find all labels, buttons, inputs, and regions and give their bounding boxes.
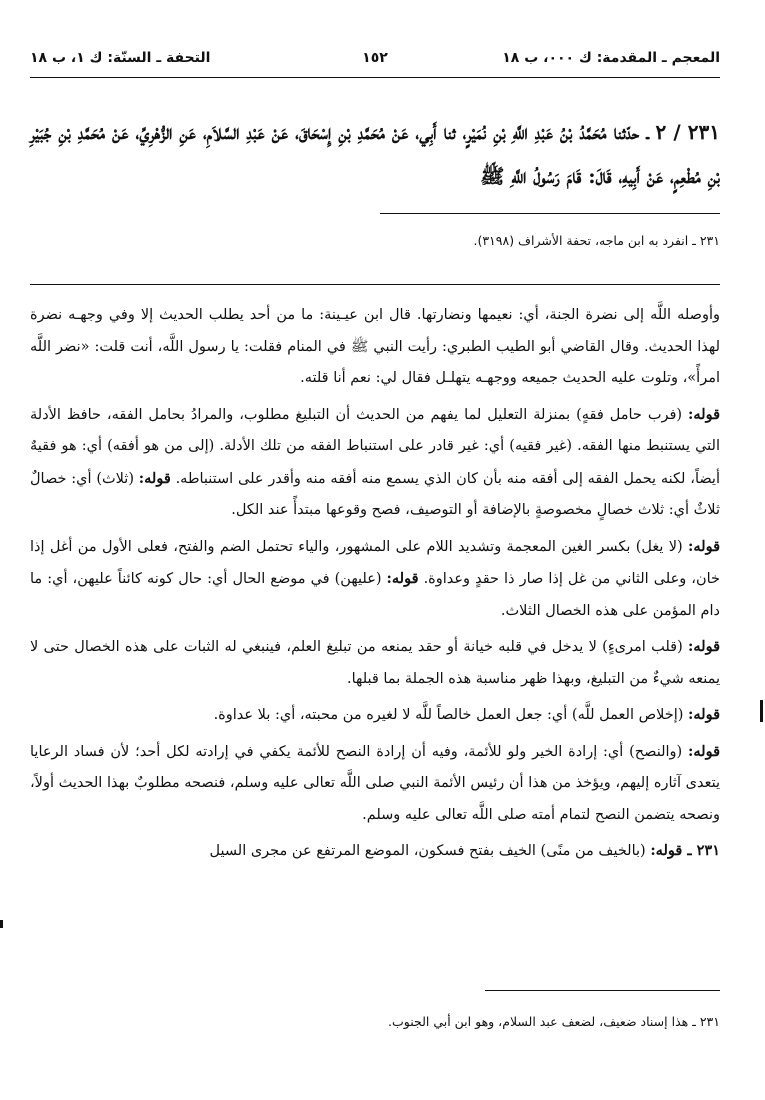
- header-tuhfa-reference: التحفة ـ السنّة: ك ١، ب ١٨: [30, 50, 211, 66]
- scan-edge-mark: [0, 920, 3, 928]
- hadith-footnote: ٢٣١ ـ انفرد به ابن ماجه، تحفة الأشراف (٣١٩٨).: [473, 233, 720, 248]
- commentary-keyword: قوله:: [138, 469, 171, 487]
- hadith-text: [30, 110, 720, 198]
- commentary-keyword: قوله:: [688, 742, 720, 760]
- commentary-keyword: قوله:: [386, 570, 419, 587]
- page-footnote: ٢٣١ ـ هذا إسناد ضعيف، لضعف عبد السلام، وهو ابن أبي الجنوب.: [388, 1014, 720, 1029]
- running-header: [30, 50, 720, 70]
- commentary-text: (بالخيف من منًى) الخيف بفتح فسكون، الموضع المرتفع عن مجرى السيل: [209, 843, 646, 859]
- commentary-keyword: قوله:: [688, 706, 720, 723]
- commentary-keyword: قوله:: [688, 638, 721, 655]
- header-source-reference: المعجم ـ المقدمة: ك ٠٠٠، ب ١٨: [502, 50, 720, 66]
- scan-edge-mark: [760, 700, 763, 722]
- commentary-keyword: ٢٣١ ـ قوله:: [650, 842, 720, 859]
- commentary-keyword: قوله:: [688, 405, 721, 423]
- hadith-footnote-separator: [380, 213, 720, 214]
- commentary-paragraph: [30, 699, 720, 732]
- hadith-body: ـ حدّثنا مُحَمَّدُ بْنُ عَبْدِ اللَّهِ بْنِ نُمَيْرٍ، ثنا أَبِي، عَنْ مُحَمَّدِ بْنِ إِسْحَاقَ، عَنْ عَبْدِ السَّلاَمِ، عَنِ الزُّهْرِيِّ، عَنْ مُحَمَّدِ بْنِ جُبَيْرِ بْنِ مُطْعِمٍ، عَنْ أَبِيهِ، قَالَ: قَامَ رَسُولُ اللَّهِ ﷺ: [30, 120, 720, 188]
- commentary-paragraph: [30, 835, 720, 868]
- commentary-text: (إخلاص العمل للَّه) أي: جعل العمل خالصاً للَّه لا لغيره من محبته، أي: بلا عداوة.: [213, 707, 684, 723]
- commentary-text: (لا يغل) بكسر الغين المعجمة وتشديد اللام على المشهور، والياء تحتمل الضم والفتح، فعلى الأول من أغل إذا خان، وعلى الثاني من غل إذا صار ذا حقدٍ وعداوة.: [30, 538, 721, 587]
- commentary-paragraph: [30, 531, 720, 628]
- commentary-paragraph: [30, 300, 720, 395]
- header-rule: [30, 77, 720, 78]
- commentary-keyword: قوله:: [688, 537, 720, 555]
- commentary-separator: [30, 284, 720, 285]
- footnote-separator: [485, 990, 720, 991]
- commentary-text: (عليهن) في موضع الحال أي: حال كونه كائناً عليهن، أي: ما دام المؤمن على هذه الخصال الثلاث.: [30, 571, 720, 619]
- commentary-text: (والنصح) أي: إرادة الخير ولو للأئمة، وفيه أن إرادة النصح للأئمة يكفي في إرادته لكل أحد؛ لأن فساد الرعايا يتعدى آثاره إليهم، ويؤخذ من هذا أن رئيس الأئمة النبي صلى اللَّه تعالى عليه وسلم، فنصحه مطلوبٌ بهذا الحديث أولاً، ونصحه يتضمن النصح لتمام أمته صلى اللَّه تعالى عليه وسلم.: [30, 743, 720, 823]
- commentary-text: (فرب حامل فقهٍ) بمنزلة التعليل لما يفهم من الحديث أن التبليغ مطلوب، والمرادُ بحامل الفقه، حافظ الأدلة التي يستنبط منها الفقه. (غير فقيه) أي: غير قادر على استنباط الفقه من تلك الأدلة. (إلى من هو أفقه) أي: هو فقيهٌ أيضاً، لكنه يحمل الفقه إلى أفقه منه بأن كان الذي يسمع منه أفقه منه وأقدر على استنباطه.: [30, 406, 720, 487]
- commentary: [30, 300, 720, 872]
- commentary-paragraph: [30, 736, 720, 832]
- commentary-text: وأوصله اللَّه إلى نضرة الجنة، أي: نعيمها ونضارتها. قال ابن عيـينة: ما من أحد يطلب الحديث إلا وفي وجهـه نضرة لهذا الحديث. وقال القاضي أبو الطيب الطبري: رأيت النبي ﷺ في المنام فقلت: يا رسول اللَّه، أنت قلت: «نضر اللَّه امرأً»، وتلوت عليه الحديث جميعه ووجهـه يتهلـل فقال لي: نعم أنا قلته.: [30, 307, 720, 386]
- page-number: ١٥٢: [362, 50, 388, 66]
- commentary-paragraph: [30, 631, 720, 695]
- commentary-text: (ثلاث) أي: خصالٌ ثلاثٌ أي: ثلاث خصالٍ مخصوصةٍ بالإضافة أو التوصيف، فصح وقوعها مبتدأً عند الكل.: [30, 470, 720, 518]
- commentary-paragraph: [30, 399, 720, 527]
- hadith-number: ٢٣١ / ٢: [655, 120, 721, 144]
- commentary-text: (قلب امرىءٍ) لا يدخل في قلبه خيانة أو حقد يمنعه من تبليغ العلم، فينبغي له الثبات على هذه الخصال حتى لا يمنعه شيءٌ من التبليغ، وبهذا ظهر مناسبة هذه الجملة بما قبلها.: [30, 639, 720, 687]
